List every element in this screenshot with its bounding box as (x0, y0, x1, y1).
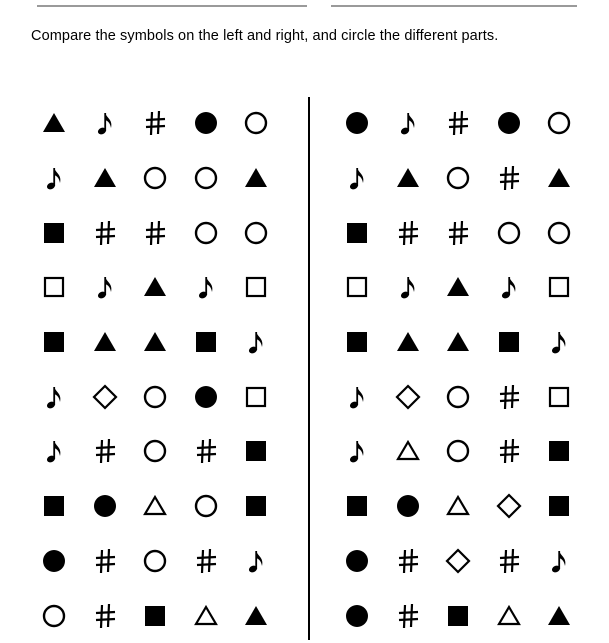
note-icon (92, 110, 118, 136)
circle-filled-icon (193, 384, 219, 410)
left-cell-r7c1[interactable] (29, 424, 80, 479)
right-cell-r6c2[interactable] (383, 369, 434, 424)
left-cell-r5c1[interactable] (29, 315, 80, 370)
circle-filled-icon (41, 548, 67, 574)
right-cell-r7c5[interactable] (534, 424, 585, 479)
square-outline-icon (243, 274, 269, 300)
right-cell-r2c1[interactable] (332, 151, 383, 206)
triangle-filled-icon (395, 329, 421, 355)
sharp-icon (395, 220, 421, 246)
left-cell-r9c4[interactable] (181, 534, 232, 589)
left-cell-r1c4[interactable] (181, 96, 232, 151)
note-icon (344, 165, 370, 191)
square-filled-icon (41, 493, 67, 519)
triangle-filled-icon (92, 329, 118, 355)
triangle-outline-icon (142, 493, 168, 519)
sharp-icon (193, 438, 219, 464)
left-cell-r4c5[interactable] (231, 260, 282, 315)
right-cell-r3c5[interactable] (534, 205, 585, 260)
circle-filled-icon (395, 493, 421, 519)
left-cell-r8c3[interactable] (130, 479, 181, 534)
left-cell-r5c4[interactable] (181, 315, 232, 370)
square-filled-icon (496, 329, 522, 355)
right-cell-r4c2[interactable] (383, 260, 434, 315)
sharp-icon (92, 548, 118, 574)
note-icon (344, 438, 370, 464)
sharp-icon (92, 603, 118, 629)
left-cell-r8c4[interactable] (181, 479, 232, 534)
diamond-outline-icon (92, 384, 118, 410)
left-cell-r10c5[interactable] (231, 588, 282, 643)
sharp-icon (142, 220, 168, 246)
left-cell-r6c5[interactable] (231, 369, 282, 424)
center-divider (308, 97, 310, 640)
triangle-filled-icon (92, 165, 118, 191)
note-icon (41, 384, 67, 410)
right-cell-r5c2[interactable] (383, 315, 434, 370)
right-cell-r10c4[interactable] (484, 588, 535, 643)
square-filled-icon (344, 493, 370, 519)
left-cell-r3c2[interactable] (80, 205, 131, 260)
right-cell-r4c4[interactable] (484, 260, 535, 315)
right-cell-r8c1[interactable] (332, 479, 383, 534)
right-cell-r3c4[interactable] (484, 205, 535, 260)
right-cell-r9c2[interactable] (383, 534, 434, 589)
right-cell-r6c1[interactable] (332, 369, 383, 424)
circle-outline-icon (445, 438, 471, 464)
sharp-icon (92, 438, 118, 464)
triangle-outline-icon (395, 438, 421, 464)
square-filled-icon (546, 493, 572, 519)
right-cell-r5c5[interactable] (534, 315, 585, 370)
circle-filled-icon (193, 110, 219, 136)
instruction-text: Compare the symbols on the left and right, and circle the different parts. (31, 28, 499, 44)
square-filled-icon (546, 438, 572, 464)
left-cell-r2c4[interactable] (181, 151, 232, 206)
circle-filled-icon (496, 110, 522, 136)
triangle-outline-icon (496, 603, 522, 629)
left-cell-r6c1[interactable] (29, 369, 80, 424)
circle-outline-icon (193, 493, 219, 519)
right-cell-r3c2[interactable] (383, 205, 434, 260)
triangle-outline-icon (193, 603, 219, 629)
square-filled-icon (142, 603, 168, 629)
square-filled-icon (243, 493, 269, 519)
square-outline-icon (546, 384, 572, 410)
circle-outline-icon (496, 220, 522, 246)
sharp-icon (496, 438, 522, 464)
right-cell-r2c5[interactable] (534, 151, 585, 206)
left-cell-r1c3[interactable] (130, 96, 181, 151)
left-cell-r2c2[interactable] (80, 151, 131, 206)
note-icon (546, 329, 572, 355)
circle-outline-icon (142, 438, 168, 464)
right-cell-r5c4[interactable] (484, 315, 535, 370)
sharp-icon (193, 548, 219, 574)
right-cell-r8c2[interactable] (383, 479, 434, 534)
right-cell-r6c4[interactable] (484, 369, 535, 424)
right-cell-r6c5[interactable] (534, 369, 585, 424)
left-cell-r10c3[interactable] (130, 588, 181, 643)
circle-filled-icon (344, 548, 370, 574)
left-cell-r9c5[interactable] (231, 534, 282, 589)
left-cell-r8c5[interactable] (231, 479, 282, 534)
diamond-outline-icon (395, 384, 421, 410)
circle-outline-icon (546, 110, 572, 136)
square-outline-icon (243, 384, 269, 410)
right-cell-r1c4[interactable] (484, 96, 535, 151)
square-filled-icon (344, 329, 370, 355)
date-field-line (331, 5, 577, 7)
sharp-icon (496, 384, 522, 410)
right-cell-r9c4[interactable] (484, 534, 535, 589)
square-filled-icon (41, 329, 67, 355)
left-cell-r8c2[interactable] (80, 479, 131, 534)
right-cell-r8c4[interactable] (484, 479, 535, 534)
circle-outline-icon (445, 165, 471, 191)
right-cell-r10c5[interactable] (534, 588, 585, 643)
note-icon (92, 274, 118, 300)
left-cell-r10c4[interactable] (181, 588, 232, 643)
left-cell-r9c1[interactable] (29, 534, 80, 589)
right-cell-r7c2[interactable] (383, 424, 434, 479)
circle-filled-icon (344, 603, 370, 629)
sharp-icon (445, 110, 471, 136)
triangle-filled-icon (41, 110, 67, 136)
triangle-filled-icon (142, 274, 168, 300)
triangle-filled-icon (445, 274, 471, 300)
right-cell-r7c1[interactable] (332, 424, 383, 479)
triangle-filled-icon (142, 329, 168, 355)
left-cell-r10c2[interactable] (80, 588, 131, 643)
left-cell-r9c2[interactable] (80, 534, 131, 589)
note-icon (41, 165, 67, 191)
right-cell-r9c3[interactable] (433, 534, 484, 589)
left-cell-r7c2[interactable] (80, 424, 131, 479)
left-symbol-grid (29, 96, 282, 643)
triangle-filled-icon (243, 165, 269, 191)
sharp-icon (142, 110, 168, 136)
square-outline-icon (546, 274, 572, 300)
square-outline-icon (344, 274, 370, 300)
circle-outline-icon (243, 110, 269, 136)
left-cell-r4c4[interactable] (181, 260, 232, 315)
note-icon (496, 274, 522, 300)
right-cell-r6c3[interactable] (433, 369, 484, 424)
right-cell-r1c1[interactable] (332, 96, 383, 151)
left-cell-r10c1[interactable] (29, 588, 80, 643)
right-cell-r8c3[interactable] (433, 479, 484, 534)
triangle-filled-icon (546, 603, 572, 629)
right-cell-r10c1[interactable] (332, 588, 383, 643)
sharp-icon (496, 548, 522, 574)
right-cell-r8c5[interactable] (534, 479, 585, 534)
diamond-outline-icon (496, 493, 522, 519)
square-filled-icon (445, 603, 471, 629)
left-cell-r5c5[interactable] (231, 315, 282, 370)
right-cell-r2c4[interactable] (484, 151, 535, 206)
left-cell-r7c3[interactable] (130, 424, 181, 479)
left-cell-r7c4[interactable] (181, 424, 232, 479)
circle-outline-icon (142, 384, 168, 410)
square-filled-icon (243, 438, 269, 464)
triangle-filled-icon (395, 165, 421, 191)
left-cell-r2c3[interactable] (130, 151, 181, 206)
left-cell-r3c4[interactable] (181, 205, 232, 260)
sharp-icon (395, 548, 421, 574)
sharp-icon (92, 220, 118, 246)
left-cell-r2c1[interactable] (29, 151, 80, 206)
right-cell-r4c5[interactable] (534, 260, 585, 315)
right-cell-r2c3[interactable] (433, 151, 484, 206)
circle-filled-icon (344, 110, 370, 136)
note-icon (243, 548, 269, 574)
right-cell-r5c3[interactable] (433, 315, 484, 370)
left-cell-r4c3[interactable] (130, 260, 181, 315)
right-cell-r1c3[interactable] (433, 96, 484, 151)
circle-outline-icon (445, 384, 471, 410)
right-cell-r1c5[interactable] (534, 96, 585, 151)
left-cell-r5c2[interactable] (80, 315, 131, 370)
right-cell-r10c2[interactable] (383, 588, 434, 643)
circle-outline-icon (243, 220, 269, 246)
left-cell-r3c3[interactable] (130, 205, 181, 260)
circle-outline-icon (193, 165, 219, 191)
left-cell-r8c1[interactable] (29, 479, 80, 534)
right-cell-r5c1[interactable] (332, 315, 383, 370)
right-cell-r10c3[interactable] (433, 588, 484, 643)
circle-outline-icon (546, 220, 572, 246)
left-cell-r3c1[interactable] (29, 205, 80, 260)
note-icon (193, 274, 219, 300)
left-cell-r3c5[interactable] (231, 205, 282, 260)
right-cell-r7c3[interactable] (433, 424, 484, 479)
right-cell-r7c4[interactable] (484, 424, 535, 479)
note-icon (546, 548, 572, 574)
triangle-filled-icon (243, 603, 269, 629)
triangle-filled-icon (445, 329, 471, 355)
sharp-icon (445, 220, 471, 246)
left-cell-r6c2[interactable] (80, 369, 131, 424)
left-cell-r6c3[interactable] (130, 369, 181, 424)
sharp-icon (395, 603, 421, 629)
name-field-line (37, 5, 307, 7)
left-cell-r6c4[interactable] (181, 369, 232, 424)
square-filled-icon (41, 220, 67, 246)
note-icon (344, 384, 370, 410)
circle-outline-icon (142, 548, 168, 574)
note-icon (395, 274, 421, 300)
diamond-outline-icon (445, 548, 471, 574)
right-cell-r2c2[interactable] (383, 151, 434, 206)
triangle-outline-icon (445, 493, 471, 519)
left-cell-r1c2[interactable] (80, 96, 131, 151)
left-cell-r1c5[interactable] (231, 96, 282, 151)
left-cell-r9c3[interactable] (130, 534, 181, 589)
right-cell-r3c1[interactable] (332, 205, 383, 260)
triangle-filled-icon (546, 165, 572, 191)
left-cell-r4c1[interactable] (29, 260, 80, 315)
right-cell-r9c5[interactable] (534, 534, 585, 589)
right-cell-r3c3[interactable] (433, 205, 484, 260)
left-cell-r5c3[interactable] (130, 315, 181, 370)
left-cell-r2c5[interactable] (231, 151, 282, 206)
right-cell-r4c3[interactable] (433, 260, 484, 315)
square-filled-icon (344, 220, 370, 246)
note-icon (41, 438, 67, 464)
circle-outline-icon (193, 220, 219, 246)
note-icon (395, 110, 421, 136)
right-cell-r9c1[interactable] (332, 534, 383, 589)
circle-filled-icon (92, 493, 118, 519)
left-cell-r7c5[interactable] (231, 424, 282, 479)
left-cell-r4c2[interactable] (80, 260, 131, 315)
right-cell-r4c1[interactable] (332, 260, 383, 315)
square-filled-icon (193, 329, 219, 355)
circle-outline-icon (142, 165, 168, 191)
note-icon (243, 329, 269, 355)
sharp-icon (496, 165, 522, 191)
left-cell-r1c1[interactable] (29, 96, 80, 151)
square-outline-icon (41, 274, 67, 300)
right-symbol-grid (332, 96, 585, 643)
circle-outline-icon (41, 603, 67, 629)
right-cell-r1c2[interactable] (383, 96, 434, 151)
